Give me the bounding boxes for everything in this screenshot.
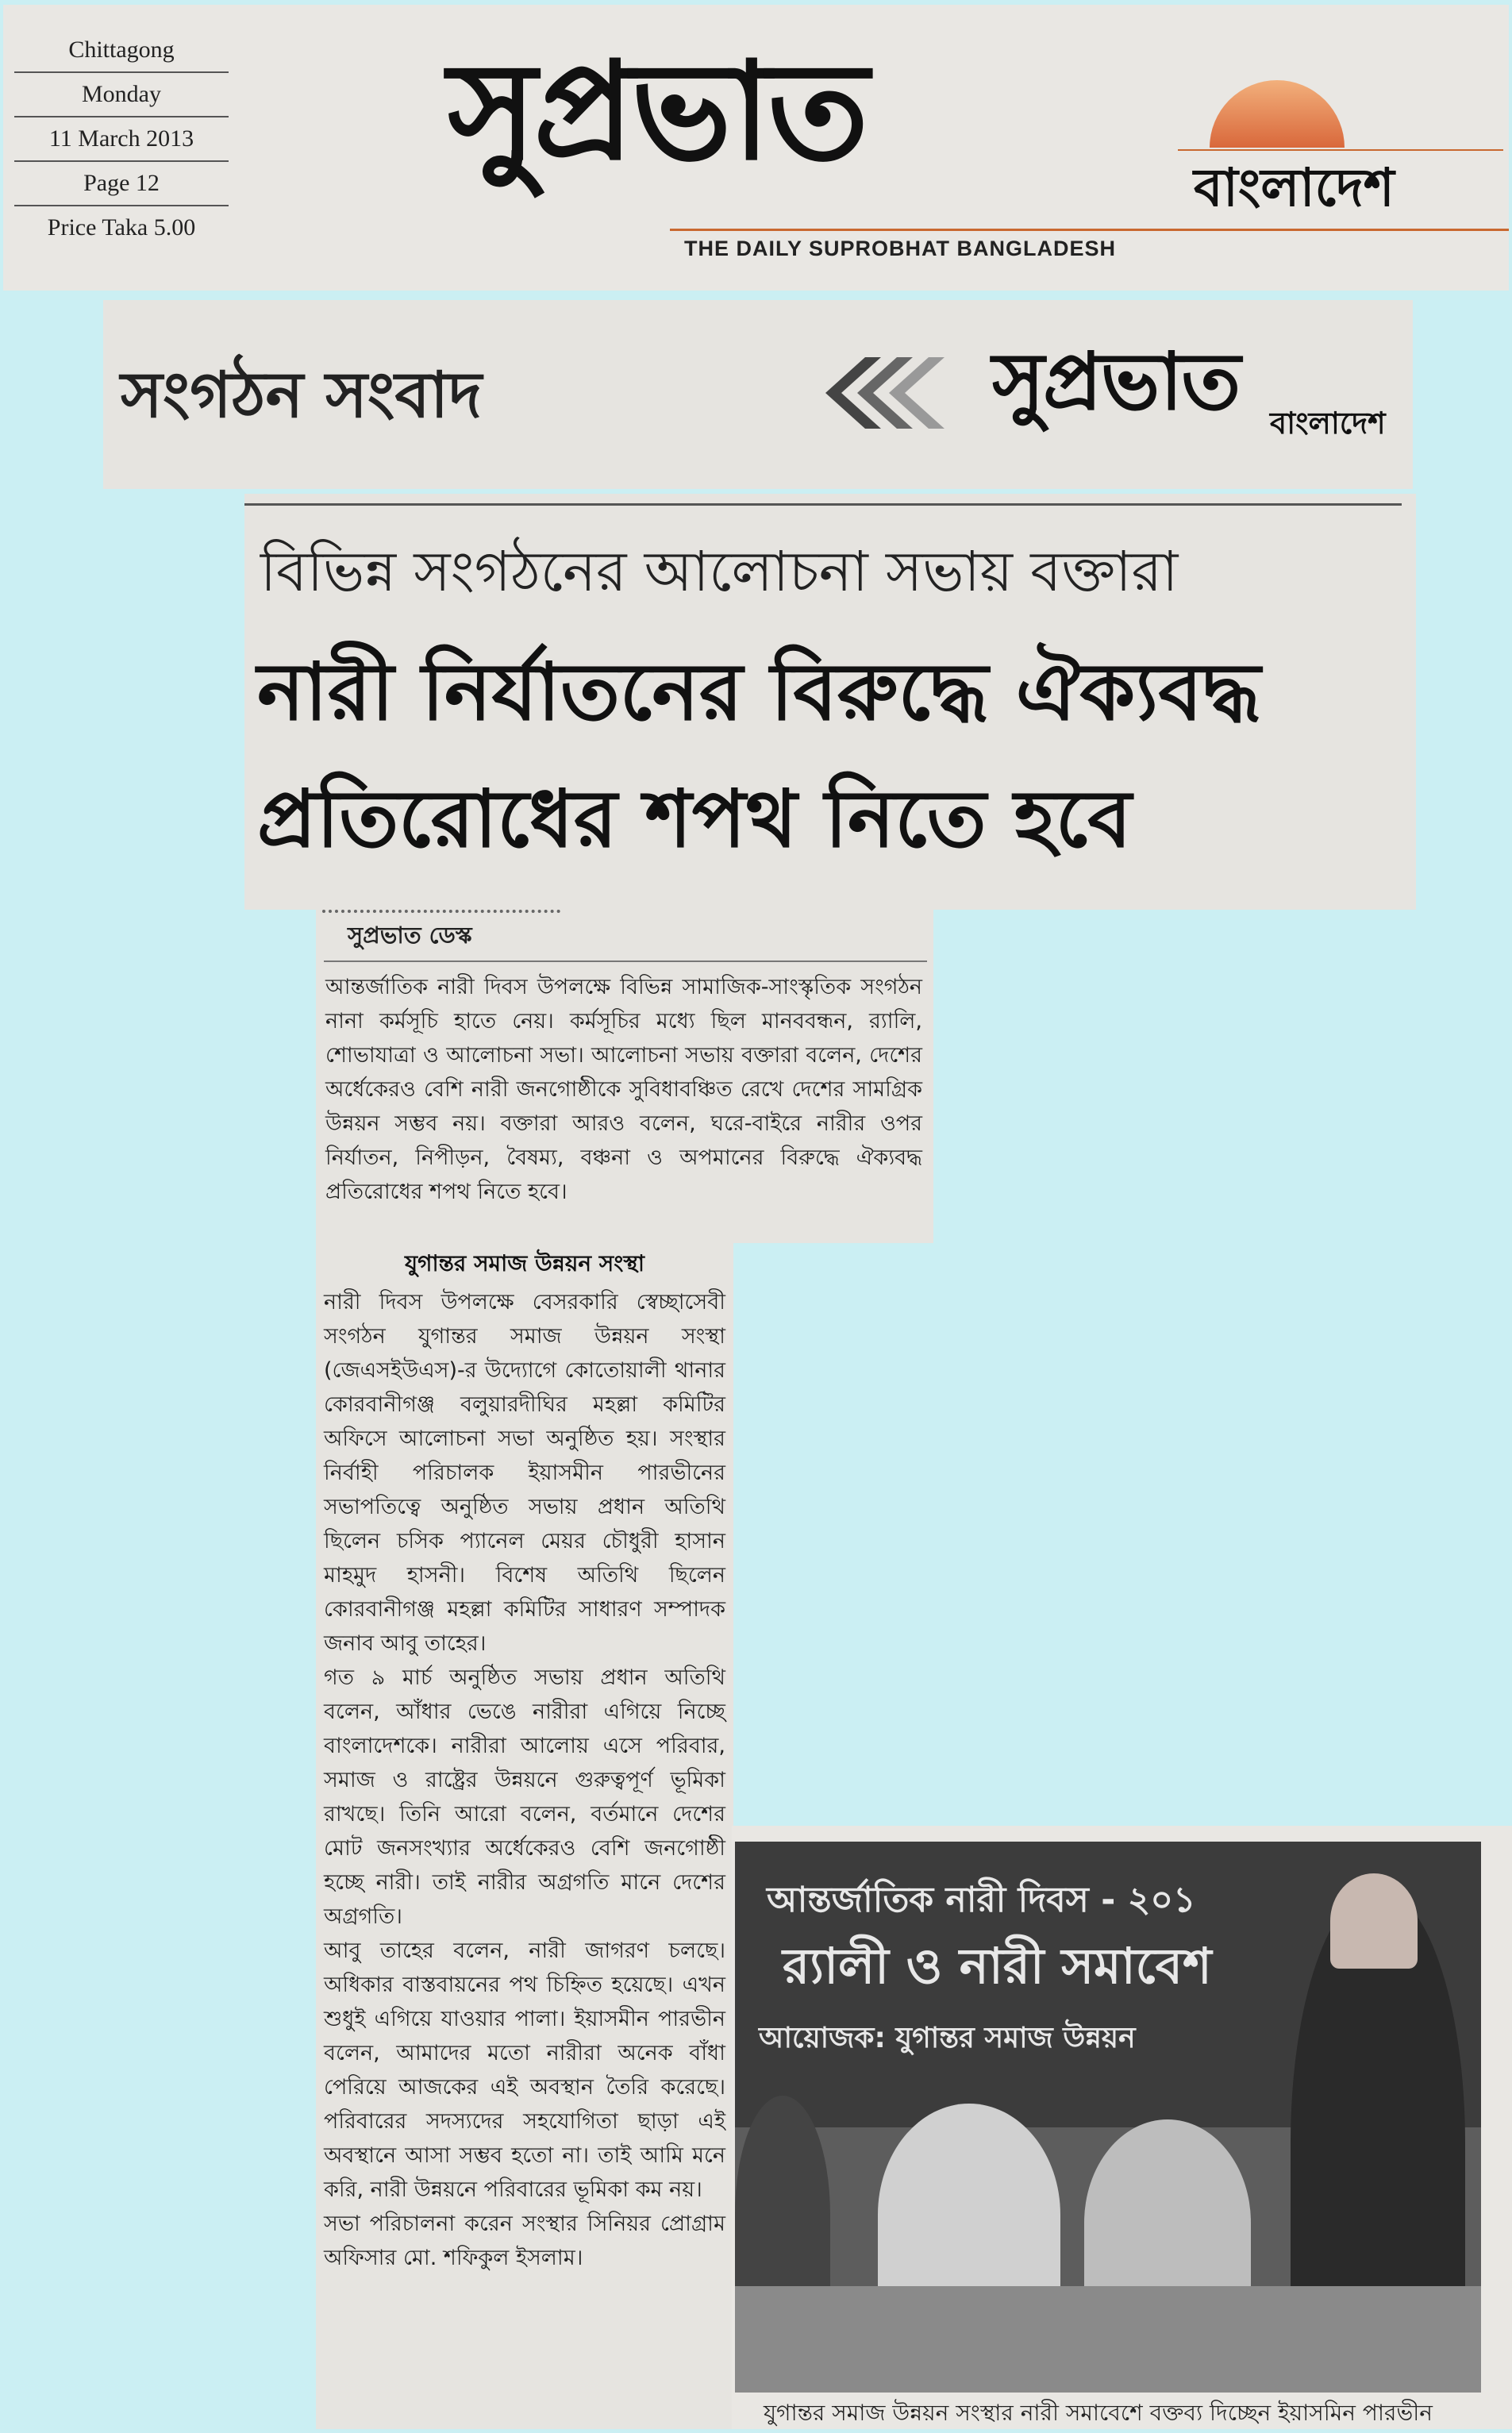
article-subheadline: বিভিন্ন সংগঠনের আলোচনা সভায় বক্তারা [260, 539, 1179, 604]
masthead [3, 5, 1509, 291]
section-banner [103, 300, 1413, 489]
article-paragraph: গত ৯ মার্চ অনুষ্ঠিত সভায় প্রধান অতিথি বলেন, আঁধার ভেঙে নারীরা এগিয়ে নিচ্ছে বাংলাদেশকে। নারীরা আলোয় এসে পরিবার, সমাজ ও রাষ্ট্রের উন্নয়নে গুরুত্বপূর্ণ ভূমিকা রাখছে। তিনি আরো বলেন, বর্তমানে দেশের মোট জনসংখ্যার অর্ধেকেরও বেশি জনগোষ্ঠী হচ্ছে নারী। তাই নারীর অগ্রগতি মানে দেশের অগ্রগতি। [324, 1665, 725, 1929]
article-body [324, 1243, 725, 2275]
newspaper-english-name: THE DAILY SUPROBHAT BANGLADESH [684, 237, 1117, 260]
section-title: সংগঠন সংবাদ [121, 358, 483, 432]
article-paragraph: নারী দিবস উপলক্ষে বেসরকারি স্বেচ্ছাসেবী সংগঠন যুগান্তর সমাজ উন্নয়ন সংস্থা (জেএসইউএস)-র উদ্যোগে কোতোয়ালী থানার কোরবানীগঞ্জ বলুয়ারদীঘির মহল্লা কমিটির অফিসে আলোচনা সভা অনুষ্ঠিত হয়। সংস্থার নির্বাহী পরিচালক ইয়াসমীন পারভীনের সভাপতিত্বে অনুষ্ঠিত সভায় প্রধান অতিথি ছিলেন চসিক প্যানেল মেয়র চৌধুরী হাসান মাহমুদ হাসনী। বিশেষ অতিথি ছিলেন কোরবানীগঞ্জ মহল্লা কমিটির সাধারণ সম্পাদক জনাব আবু তাহের। [324, 1290, 725, 1656]
face [1330, 1873, 1418, 1969]
masthead-rule [670, 229, 1509, 231]
article-paragraph: সভা পরিচালনা করেন সংস্থার সিনিয়র প্রোগ্রাম অফিসার মো. শফিকুল ইসলাম। [324, 2212, 725, 2270]
photo-banner-line: আয়োজক: যুগান্তর সমাজ উন্নয়ন [759, 2022, 1136, 2054]
dateline [14, 29, 229, 249]
photo-caption: যুগান্তর সমাজ উন্নয়ন সংস্থার নারী সমাবেশে বক্তব্য দিচ্ছেন ইয়াসমিন পারভীন [764, 2400, 1433, 2426]
dateline-page: Page 12 [14, 162, 229, 206]
newspaper-logo-country: বাংলাদেশ [1194, 157, 1395, 218]
dateline-price: Price Taka 5.00 [47, 214, 196, 241]
article-subhead: যুগান্তর সমাজ উন্নয়ন সংস্থা [405, 1250, 644, 1276]
chevron-left-icon [818, 357, 945, 429]
sun-logo-icon [1210, 80, 1345, 148]
dateline-date: 11 March 2013 [14, 117, 229, 162]
article-paragraph: আবু তাহের বলেন, নারী জাগরণ চলছে। অধিকার বাস্তবায়নের পথ চিহ্নিত হয়েছে। এখন শুধুই এগিয়ে যাওয়ার পালা। ইয়াসমীন পারভীন বলেন, আমাদের মতো নারীরা অনেক বাঁধা পেরিয়ে আজকের এই অবস্থান তৈরি করেছে। পরিবারের সদস্যদের সহযোগিতা ছাড়া এই অবস্থানে আসা সম্ভব হতো না। তাই আমি মনে করি, নারী উন্নয়নে পরিবারের ভূমিকা কম নয়। [324, 1938, 725, 2202]
article-headline: নারী নির্যাতনের বিরুদ্ধে ঐক্যবদ্ধ প্রতিরোধের শপথ নিতে হবে [257, 645, 1261, 865]
dateline-day: Monday [14, 73, 229, 117]
photo-banner-line: আন্তর্জাতিক নারী দিবস - ২০১ [767, 1880, 1196, 1920]
newspaper-logo: সুপ্রভাত [448, 33, 866, 191]
news-photo-block [732, 1826, 1512, 2429]
section-logo: সুপ্রভাত [992, 335, 1240, 428]
article-byline: সুপ্রভাত ডেস্ক [348, 922, 472, 949]
byline-rule [324, 960, 927, 962]
section-logo-country: বাংলাদেশ [1270, 406, 1386, 441]
article-intro-column [316, 910, 933, 1243]
headline-block [244, 494, 1416, 910]
headline-rule [244, 503, 1402, 506]
dateline-city: Chittagong [14, 29, 229, 73]
news-photo [735, 1842, 1481, 2393]
article-paragraph: আন্তর্জাতিক নারী দিবস উপলক্ষে বিভিন্ন সামাজিক-সাংস্কৃতিক সংগঠন নানা কর্মসূচি হাতে নেয়। কর্মসূচির মধ্যে ছিল মানববন্ধন, র‌্যালি, শোভাযাত্রা ও আলোচনা সভা। আলোচনা সভায় বক্তারা বলেন, দেশের অর্ধেকেরও বেশি নারী জনগোষ্ঠীকে সুবিধাবঞ্চিত রেখে দেশের সামগ্রিক উন্নয়ন সম্ভব নয়। বক্তারা আরও বলেন, ঘরে-বাইরে নারীর ওপর নির্যাতন, নিপীড়ন, বৈষম্য, বঞ্চনা ও অপমানের বিরুদ্ধে ঐক্যবদ্ধ প্রতিরোধের শপথ নিতে হবে। [325, 975, 922, 1204]
photo-banner-line: র‌্যালী ও নারী সমাবেশ [783, 1937, 1212, 1995]
dotted-divider [322, 910, 560, 913]
photo-table [735, 2286, 1481, 2393]
